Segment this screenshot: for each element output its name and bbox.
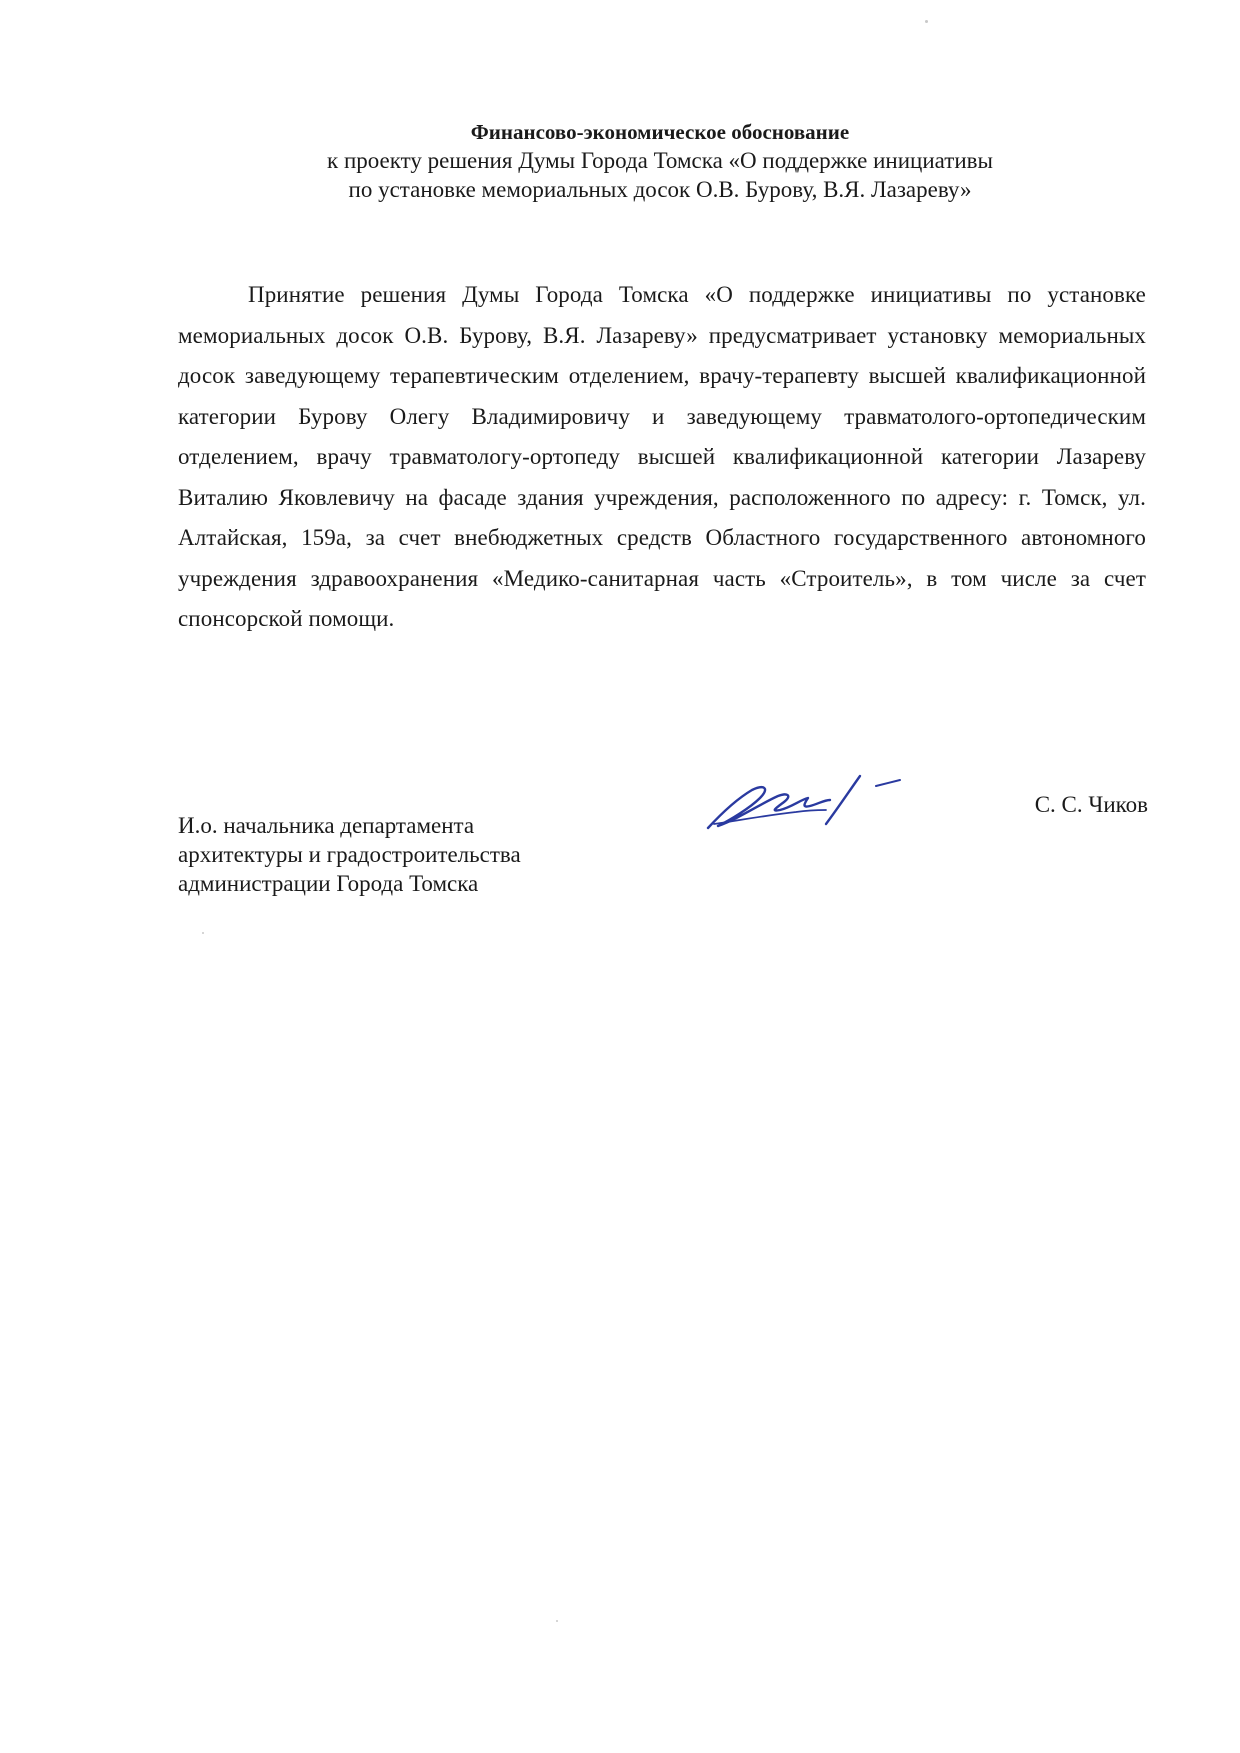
scan-speck [202, 932, 204, 934]
signer-position [178, 811, 598, 898]
signer-position-line-1: И.о. начальника департамента [178, 813, 475, 838]
document-heading [180, 118, 1140, 204]
signer-name: С. С. Чиков [1034, 792, 1148, 817]
document-subtitle-line-2: по установке мемориальных досок О.В. Бурову, В.Я. Лазареву» [348, 177, 972, 202]
signer-position-line-3: администрации Города Томска [178, 871, 479, 896]
signer-position-line-2: архитектуры и градостроительства [178, 842, 521, 867]
document-title: Финансово-экономическое обоснование [470, 120, 850, 144]
handwritten-signature [700, 760, 930, 840]
scan-speck [556, 1620, 558, 1622]
body-paragraph: Принятие решения Думы Города Томска «О поддержке инициативы по установке мемориальных досок О.В. Бурову, В.Я. Лазареву» предусматривает установку мемориальных досок заведующему терапевтическим отделением, врачу-терапевту высшей квалификационной категории Бурову Олегу Владимировичу и заведующему травматолого-ортопедическим отделением, врачу травматологу-ортопеду высшей квалификационной категории Лазареву Виталию Яковлевичу на фасаде здания учреждения, расположенного по адресу: г. Томск, ул. Алтайская, 159а, за счет внебюджетных средств Областного государственного автономного учреждения здравоохранения «Медико-санитарная часть «Строитель», в том числе за счет спонсорской помощи. [178, 282, 1146, 631]
scan-speck [925, 20, 928, 23]
document-subtitle-line-1: к проекту решения Думы Города Томска «О поддержке инициативы [327, 148, 993, 173]
